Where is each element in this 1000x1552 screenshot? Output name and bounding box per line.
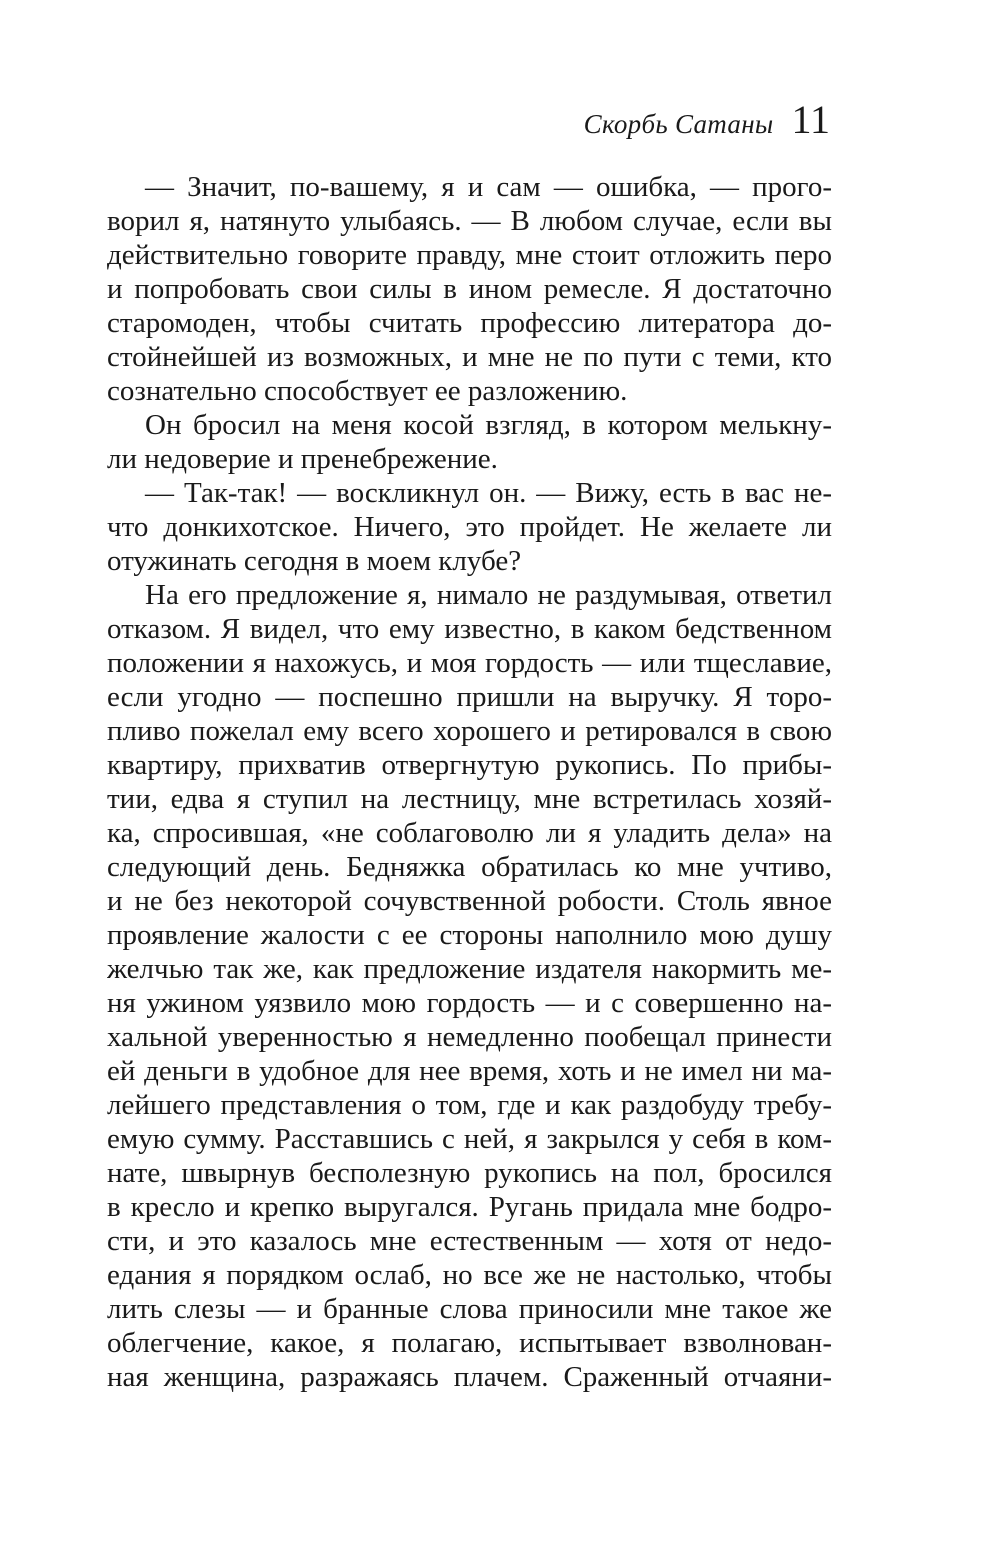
text-line: отказом. Я видел, что ему известно, в каком бедственном xyxy=(107,613,832,645)
text-line: ворил я, натянуто улыбаясь. — В любом случае, если вы xyxy=(107,205,832,237)
text-line: квартиру, прихватив отвергнутую рукопись. По прибы- xyxy=(107,749,832,781)
text-line: пливо пожелал ему всего хорошего и ретировался в свою xyxy=(107,715,832,747)
text-line: лейшего представления о том, где и как раздобуду требу- xyxy=(107,1089,832,1121)
text-line: желчью так же, как предложение издателя накормить ме- xyxy=(107,953,832,985)
text-line: и попробовать свои силы в ином ремесле. Я достаточно xyxy=(107,273,832,305)
text-line: ня ужином уязвило мою гордость — и с совершенно на- xyxy=(107,987,832,1019)
running-head xyxy=(583,97,830,142)
text-line: тии, едва я ступил на лестницу, мне встретилась хозяй- xyxy=(107,783,832,815)
text-line: старомоден, чтобы считать профессию литератора до- xyxy=(107,307,832,339)
text-line: На его предложение я, нимало не раздумывая, ответил xyxy=(145,579,832,611)
page-number: 11 xyxy=(791,97,830,142)
text-line: облегчение, какое, я полагаю, испытывает взволнован- xyxy=(107,1327,832,1359)
text-line: проявление жалости с ее стороны наполнило мою душу xyxy=(107,919,832,951)
text-line: ная женщина, разражаясь плачем. Сраженный отчаяни- xyxy=(107,1361,832,1393)
text-line: едания я порядком ослаб, но все же не настолько, чтобы xyxy=(107,1259,832,1291)
text-line: ли недоверие и пренебрежение. xyxy=(107,443,498,475)
text-line: — Значит, по-вашему, я и сам — ошибка, — прого- xyxy=(145,171,832,203)
text-line: если угодно — поспешно пришли на выручку. Я торо- xyxy=(107,681,832,713)
text-line: сти, и это казалось мне естественным — хотя от недо- xyxy=(107,1225,832,1257)
text-line: и не без некоторой сочувственной робости. Столь явное xyxy=(107,885,832,917)
text-line: нате, швырнув бесполезную рукопись на пол, бросился xyxy=(107,1157,832,1189)
text-line: что донкихотское. Ничего, это пройдет. Не желаете ли xyxy=(107,511,832,543)
text-line: стойнейшей из возможных, и мне не по пути с теми, кто xyxy=(107,341,832,373)
text-line: сознательно способствует ее разложению. xyxy=(107,375,628,407)
text-line: лить слезы — и бранные слова приносили мне такое же xyxy=(107,1293,832,1325)
text-line: положении я нахожусь, и моя гордость — или тщеславие, xyxy=(107,647,832,679)
text-line: — Так-так! — воскликнул он. — Вижу, есть в вас не- xyxy=(145,477,832,509)
text-line: хальной уверенностью я немедленно пообещал принести xyxy=(107,1021,832,1053)
text-line: в кресло и крепко выругался. Ругань придала мне бодро- xyxy=(107,1191,832,1223)
running-title: Скорбь Сатаны xyxy=(583,109,774,139)
body-text xyxy=(107,170,832,1394)
text-line: Он бросил на меня косой взгляд, в котором мелькну- xyxy=(145,409,832,441)
text-line: ей деньги в удобное для нее время, хоть и не имел ни ма- xyxy=(107,1055,832,1087)
text-line: следующий день. Бедняжка обратилась ко мне учтиво, xyxy=(107,851,832,883)
text-line: ка, спросившая, «не соблаговолю ли я уладить дела» на xyxy=(107,817,832,849)
text-line: емую сумму. Расставшись с ней, я закрылся у себя в ком- xyxy=(107,1123,832,1155)
text-line: действительно говорите правду, мне стоит отложить перо xyxy=(107,239,832,271)
text-line: отужинать сегодня в моем клубе? xyxy=(107,545,522,577)
